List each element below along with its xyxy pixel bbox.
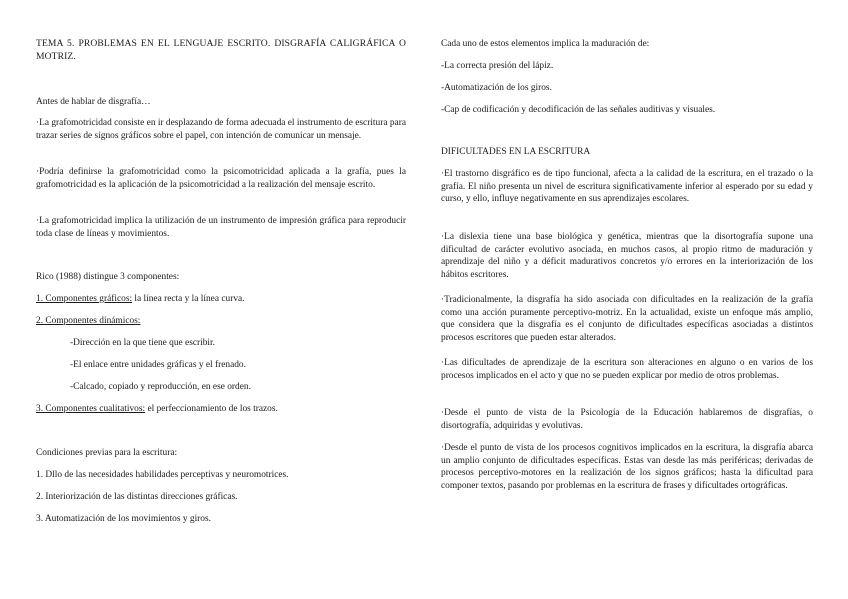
paragraph-learning-difficulties: ·Las dificultades de aprendizaje de la escritura son alteraciones en alguno o en varios de los procesos implicados en el acto y que no se pueden explicar por medio de otros problemas. [441,358,813,381]
condition-item-1: 1. Dllo de las necesidades habilidades perceptivas y neuromotrices. [36,470,289,480]
conditions-heading: Condiciones previas para la escritura: [36,448,178,458]
component-graphic-label: 1. Componentes gráficos: [36,294,133,304]
paragraph-cognitive: ·Desde el punto de vista de los procesos cognitivos implicados en la escritura, la disgrafía abarca un amplio conjunto de dificultades específicas. Estas van desde las más periféricas; derivadas de procesos perceptivo-motores en la realización de los signos gráficos; hasta la dificultad para componer textos, pasando por problemas en la escritura de frases y dificultades ortográficas. [441,443,813,491]
component-dynamic [36,315,406,328]
paragraph-grafomotricidad-1: ·La grafomotricidad consiste en ir desplazando de forma adecuada el instrumento de escritura para trazar series de signos gráficos sobre el papel, con intención de comunicar un mensaje. [36,118,406,141]
rico-intro: Rico (1988) distingue 3 componentes: [36,272,180,282]
paragraph-dyslexia: ·La dislexia tiene una base biológica y genética, mientras que la disortografía supone una dificultad de carácter evolutivo asociada, en muchos casos, al propio ritmo de maduración y aprendizaje del niño y a déficit madurativos concretos y/o errores en la interiorización de los hábitos escritores. [441,232,813,280]
component-graphic [36,293,406,306]
paragraph-grafomotricidad-3: ·La grafomotricidad implica la utilización de un instrumento de impresión gráfica para reproducir toda clase de líneas y movimientos. [36,216,406,239]
maturation-item-pressure: -La correcta presión del lápiz. [441,61,554,71]
maturation-item-turns: -Automatización de los giros. [441,83,552,93]
component-qualitative-label: 3. Componentes cualitativos: [36,404,146,414]
component-dynamic-label: 2. Componentes dinámicos: [36,316,141,326]
section-heading-difficulties: DIFICULTADES EN LA ESCRITURA [441,147,591,157]
component-graphic-text: la línea recta y la línea curva. [132,294,245,304]
condition-item-3: 3. Automatización de los movimientos y giros. [36,514,211,524]
dynamic-item-copy: -Calcado, copiado y reproducción, en ese orden. [70,382,251,392]
maturation-intro: Cada uno de estos elementos implica la maduración de: [441,39,650,49]
maturation-item-coding: -Cap de codificación y decodificación de las señales auditivas y visuales. [441,105,716,115]
dynamic-item-direction: -Dirección en la que tiene que escribir. [70,338,215,348]
document-title: TEMA 5. PROBLEMAS EN EL LENGUAJE ESCRITO. DISGRAFÍA CALIGRÁFICA O MOTRIZ. [36,38,406,62]
component-qualitative-text: el perfeccionamiento de los trazos. [145,404,278,414]
paragraph-traditional: ·Tradicionalmente, la disgrafía ha sido asociada con dificultades en la realización de la grafía como una acción puramente perceptivo-motriz. En la actualidad, existe un enfoque más amplio, que considera que la disgrafía es el conjunto de dificultades específicas asociadas a distintos procesos escritores que pueden estar alterados. [441,295,813,343]
condition-item-2: 2. Interiorización de las distintas direcciones gráficas. [36,492,238,502]
paragraph-grafomotricidad-2: ·Podría definirse la grafomotricidad como la psicomotricidad aplicada a la grafía, pues la grafomotricidad es la aplicación de la psicomotricidad a la realización del mensaje escrito. [36,167,406,190]
paragraph-psychology: ·Desde el punto de vista de la Psicología de la Educación hablaremos de disgrafías, o disortografía, adquiridas y evolutivas. [441,408,813,431]
component-qualitative [36,403,406,416]
intro-heading: Antes de hablar de disgrafía… [36,97,151,107]
dynamic-item-link: -El enlace entre unidades gráficas y el frenado. [70,360,246,370]
paragraph-disgraphic-disorder: ·El trastorno disgráfico es de tipo funcional, afecta a la calidad de la escritura, en el trazado o la grafía. El niño presenta un nivel de escritura significativamente inferior al esperado por su edad y curso, y ello, influye negativamente en sus aprendizajes escolares. [441,169,813,205]
